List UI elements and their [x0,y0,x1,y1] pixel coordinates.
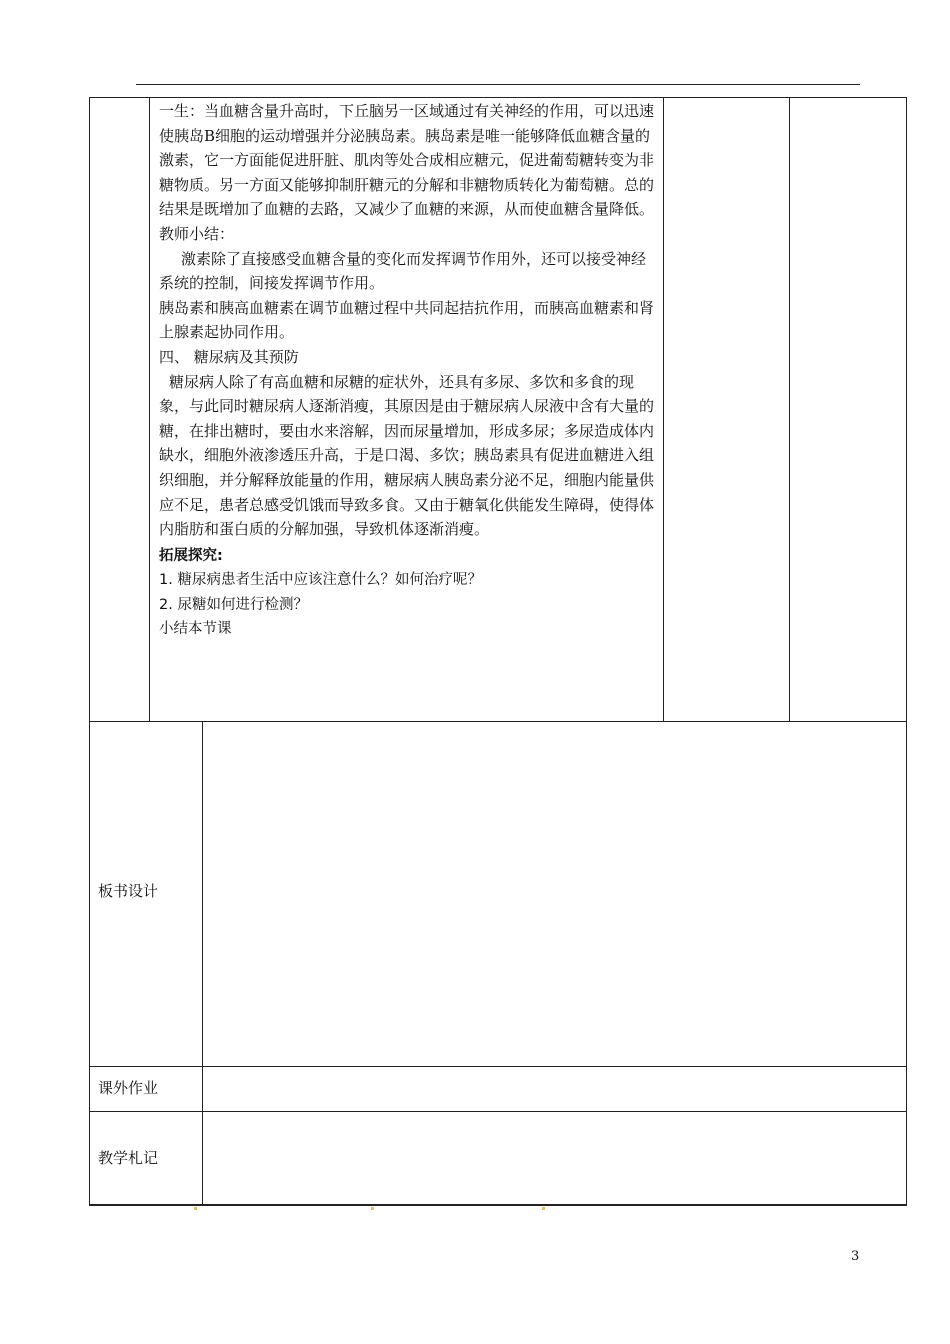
paragraph-hormone-nerve: 激素除了直接感受血糖含量的变化而发挥调节作用外，还可以接受神经系统的控制，间接发挥调节作用。 [159,249,647,293]
homework-label: 课外作业 [98,1079,159,1097]
scan-dot [194,1207,197,1210]
explore-item-2: 2. 尿糖如何进行检测？ [159,596,308,613]
scan-dot [542,1207,545,1210]
paragraph-diabetes: 糖尿病人除了有高血糖和尿糖的症状外，还具有多尿、多饮和多食的现象，与此同时糖尿病人逐渐消瘦，其原因是由于糖尿病人尿液中含有大量的糖，在排出糖时，要由水来溶解，因而尿量增加，形成多尿；多尿造成体内缺水，细胞外液渗透压升高，于是口渴、多饮；胰岛素具有促进血糖进入组织细胞，并分解释放能量的作用，糖尿病人胰岛素分泌不足，细胞内能量供应不足，患者总感受饥饿而导致多食。又由于糖氧化供能发生障碍，使得体内脂肪和蛋白质的分解加强，导致机体逐渐消瘦。 [159,372,655,539]
label-column-divider [202,721,203,1206]
teacher-summary-heading: 教师小结： [159,224,235,243]
teaching-notes-label: 教学札记 [98,1149,159,1167]
lesson-content [159,99,659,642]
lesson-summary: 小结本节课 [159,621,232,638]
row-divider-3 [90,1111,906,1112]
column-divider-1 [149,98,150,721]
section-heading-diabetes: 四、 糖尿病及其预防 [159,347,299,366]
paragraph-regulation: 一生：当血糖含量升高时，下丘脑另一区域通过有关神经的作用，可以迅速使胰岛B细胞的运动增强并分泌胰岛素。胰岛素是唯一能够降低血糖含量的激素，它一方面能促进肝脏、肌肉等处合成相应糖元，促进葡萄糖转变为非糖物质。另一方面又能够抑制肝糖元的分解和非糖物质转化为葡萄糖。总的结果是既增加了血糖的去路，又减少了血糖的来源，从而使血糖含量降低。 [159,102,655,219]
explore-item-1: 1. 糖尿病患者生活中应该注意什么？如何治疗呢？ [159,572,482,589]
header-rule [136,84,860,85]
column-divider-3 [789,98,790,721]
scan-dot [371,1207,374,1210]
explore-title: 拓展探究: [159,547,223,564]
paragraph-antagonism: 胰岛素和胰高血糖素在调节血糖过程中共同起拮抗作用，而胰高血糖素和肾上腺素起协同作用。 [159,298,655,342]
board-design-label: 板书设计 [98,882,159,900]
column-divider-2 [663,98,664,721]
row-divider-1 [90,721,906,722]
page-number: 3 [851,1249,860,1264]
row-divider-2 [90,1066,906,1067]
